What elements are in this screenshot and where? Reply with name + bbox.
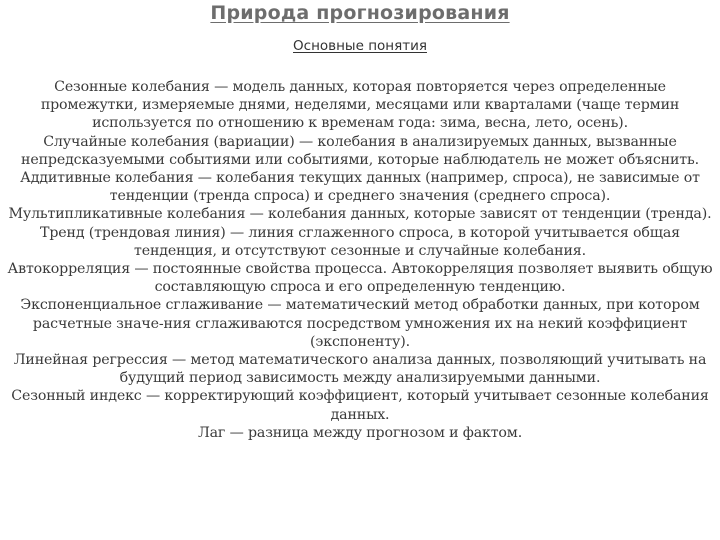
definition-trend: Тренд (трендовая линия) — линия сглаженного спроса, в которой учитывается общая тенденция, и отсутствуют сезонные и случайные колебания. (40, 224, 680, 259)
definition-lag: Лаг — разница между прогнозом и фактом. (197, 424, 523, 441)
definition-multiplicative: Мультипликативные колебания — колебания данных, которые зависят от тенденции (тренда). (8, 206, 712, 223)
definitions-body (4, 78, 716, 442)
definition-autocorrelation: Автокорреляция — постоянные свойства процесса. Автокорреляция позволяет выявить общую составляющую спроса и его определенную тенденцию. (7, 261, 713, 296)
definition-linear-regression: Линейная регрессия — метод математического анализа данных, позволяющий учитывать на будущий период зависимость между анализируемыми данными. (13, 352, 707, 387)
slide-subtitle: Основные понятия (293, 38, 427, 54)
definition-seasonal: Сезонные колебания — модель данных, которая повторяется через определенные промежутки, измеряемые днями, неделями, месяцами или кварталами (чаще термин используется по отношению к временам года: зима, весна, лето, осень). (40, 79, 680, 132)
definition-additive: Аддитивные колебания — колебания текущих данных (например, спроса), не зависимые от тенденции (тренда спроса) и среднего значения (среднего спроса). (20, 170, 700, 205)
definition-random: Случайные колебания (вариации) — колебания в анализируемых данных, вызванные непредсказуемыми событиями или событиями, которые наблюдатель не может объяснить. (21, 133, 699, 168)
definition-seasonal-index: Сезонный индекс — корректирующий коэффициент, который учитывает сезонные колебания данных. (11, 388, 709, 423)
definition-exponential-smoothing: Экспоненциальное сглаживание — математический метод обработки данных, при котором расчетные значе-ния сглаживаются посредством умножения их на некий коэффициент (экспоненту). (20, 297, 700, 350)
slide-title: Природа прогнозирования (210, 2, 510, 24)
